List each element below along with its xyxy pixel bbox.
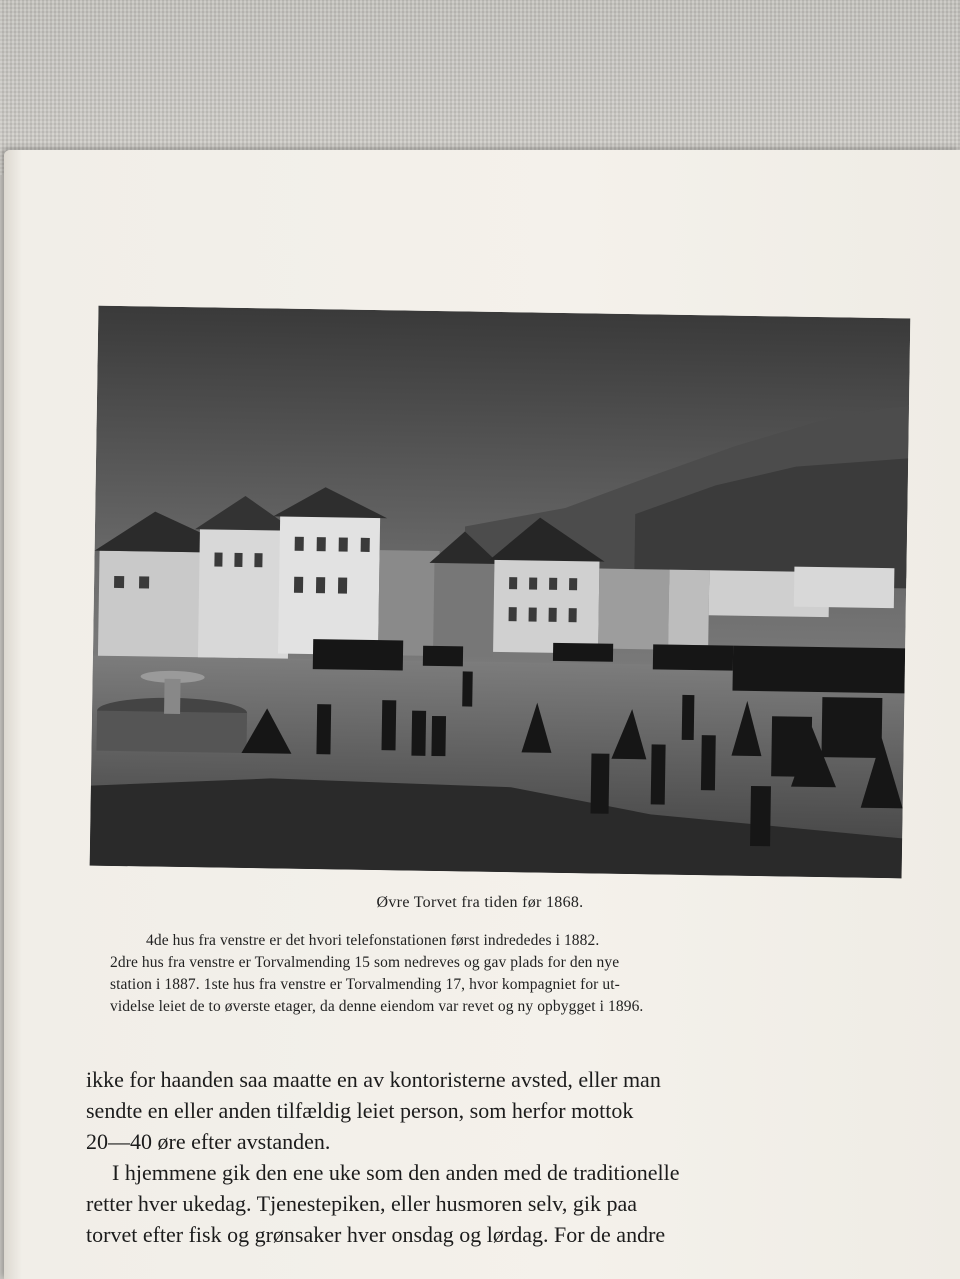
body-line: 20—40 øre efter avstanden. <box>86 1129 331 1154</box>
body-line: retter hver ukedag. Tjenestepiken, eller husmoren selv, gik paa <box>86 1191 638 1216</box>
caption-title: Øvre Torvet fra tiden før 1868. <box>376 894 584 911</box>
body-line: ikke for haanden saa maatte en av kontoristerne avsted, eller man <box>86 1067 661 1092</box>
body-text <box>86 1064 936 1250</box>
caption-line: 4de hus fra venstre er det hvori telefonstationen først indrededes i 1882. <box>146 932 600 949</box>
body-line: sendte en eller anden tilfældig leiet person, som herfor mottok <box>86 1098 634 1123</box>
caption-line: station i 1887. 1ste hus fra venstre er Torvalmending 17, hvor kompagniet for ut- <box>110 976 620 993</box>
caption-line: 2dre hus fra venstre er Torvalmending 15 som nedreves og gav plads for den nye <box>110 954 620 971</box>
fabric-background <box>0 0 960 175</box>
historical-photograph <box>90 306 911 879</box>
body-line: torvet efter fisk og grønsaker hver onsdag og lørdag. For de andre <box>86 1222 666 1247</box>
caption-line: videlse leiet de to øverste etager, da denne eiendom var revet og ny opbygget i 1896. <box>110 998 644 1015</box>
body-line: I hjemmene gik den ene uke som den anden med de traditionelle <box>112 1160 680 1185</box>
caption-body <box>110 930 922 1018</box>
